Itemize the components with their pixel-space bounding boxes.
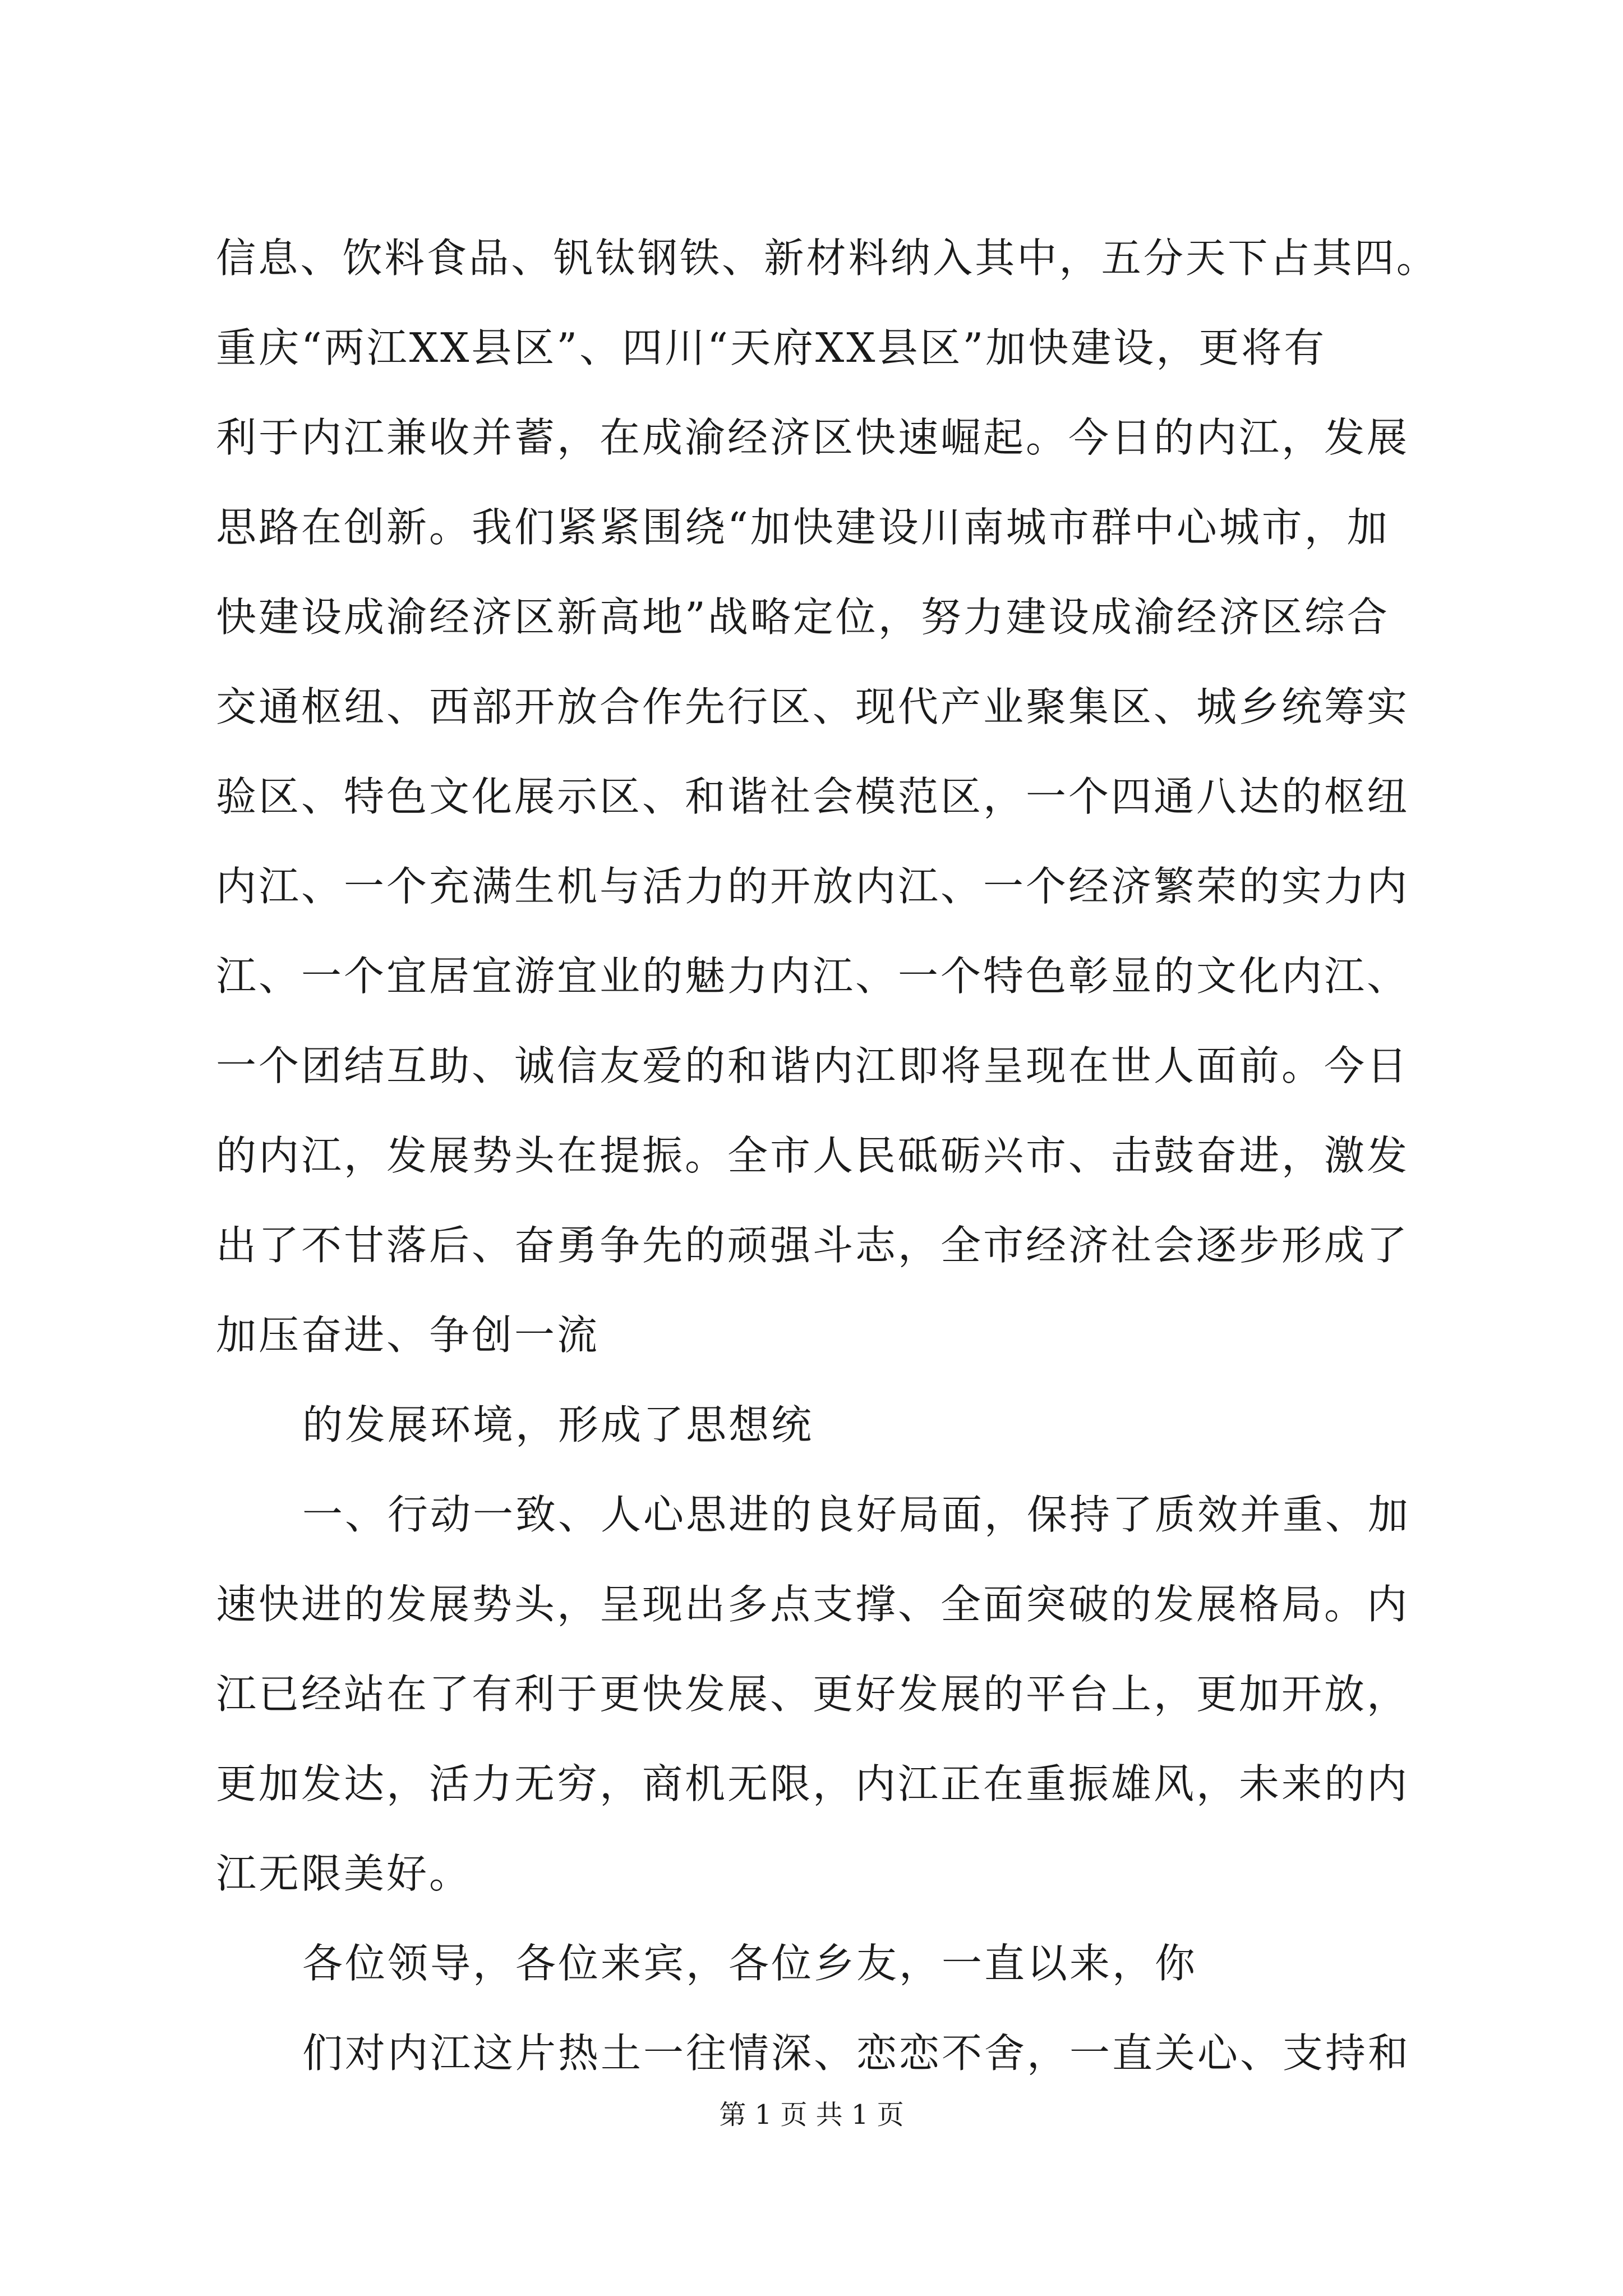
text-line: 更加发达，活力无穷，商机无限，内江正在重振雄风，未来的内 [216, 1760, 1410, 1807]
text-line: 验区、特色文化展示区、和谐社会模范区，一个四通八达的枢纽 [216, 773, 1410, 820]
text-line: 速快进的发展势头，呈现出多点支撑、全面突破的发展格局。内 [216, 1581, 1410, 1628]
text-line: 江已经站在了有利于更快发展、更好发展的平台上，更加开放， [216, 1671, 1410, 1718]
text-line: 一、行动一致、人心思进的良好局面，保持了质效并重、加 [302, 1491, 1411, 1538]
text-line: 江无限美好。 [216, 1850, 472, 1897]
text-line: 快建设成渝经济区新高地”战略定位，努力建设成渝经济区综合 [216, 593, 1390, 641]
text-line: 的发展环境，形成了思想统 [302, 1401, 814, 1448]
text-line: 思路在创新。我们紧紧围绕“加快建设川南城市群中心城市，加 [216, 504, 1390, 551]
text-line: 江、一个宜居宜游宜业的魅力内江、一个特色彰显的文化内江、 [216, 953, 1410, 1000]
text-line: 各位领导，各位来宾，各位乡友，一直以来，你 [302, 1940, 1198, 1987]
text-line: 内江、一个充满生机与活力的开放内江、一个经济繁荣的实力内 [216, 863, 1410, 910]
text-line: 交通枢纽、西部开放合作先行区、现代产业聚集区、城乡统筹实 [216, 683, 1410, 730]
text-line: 出了不甘落后、奋勇争先的顽强斗志，全市经济社会逐步形成了 [216, 1222, 1410, 1269]
page-footer: 第 1 页 共 1 页 [719, 2099, 904, 2131]
text-line: 们对内江这片热土一往情深、恋恋不舍，一直关心、支持和 [302, 2030, 1411, 2077]
text-line: 加压奋进、争创一流 [216, 1312, 600, 1359]
text-line: 信息、饮料食品、钒钛钢铁、新材料纳入其中，五分天下占其四。 [216, 234, 1438, 282]
text-line: 的内江，发展势头在提振。全市人民砥砺兴市、击鼓奋进，激发 [216, 1132, 1410, 1179]
text-line: 利于内江兼收并蓄，在成渝经济区快速崛起。今日的内江，发展 [216, 414, 1410, 461]
text-line: 重庆“两江XX县区”、四川“天府XX县区”加快建设，更将有 [216, 324, 1327, 371]
text-line: 一个团结互助、诚信友爱的和谐内江即将呈现在世人面前。今日 [216, 1042, 1410, 1089]
